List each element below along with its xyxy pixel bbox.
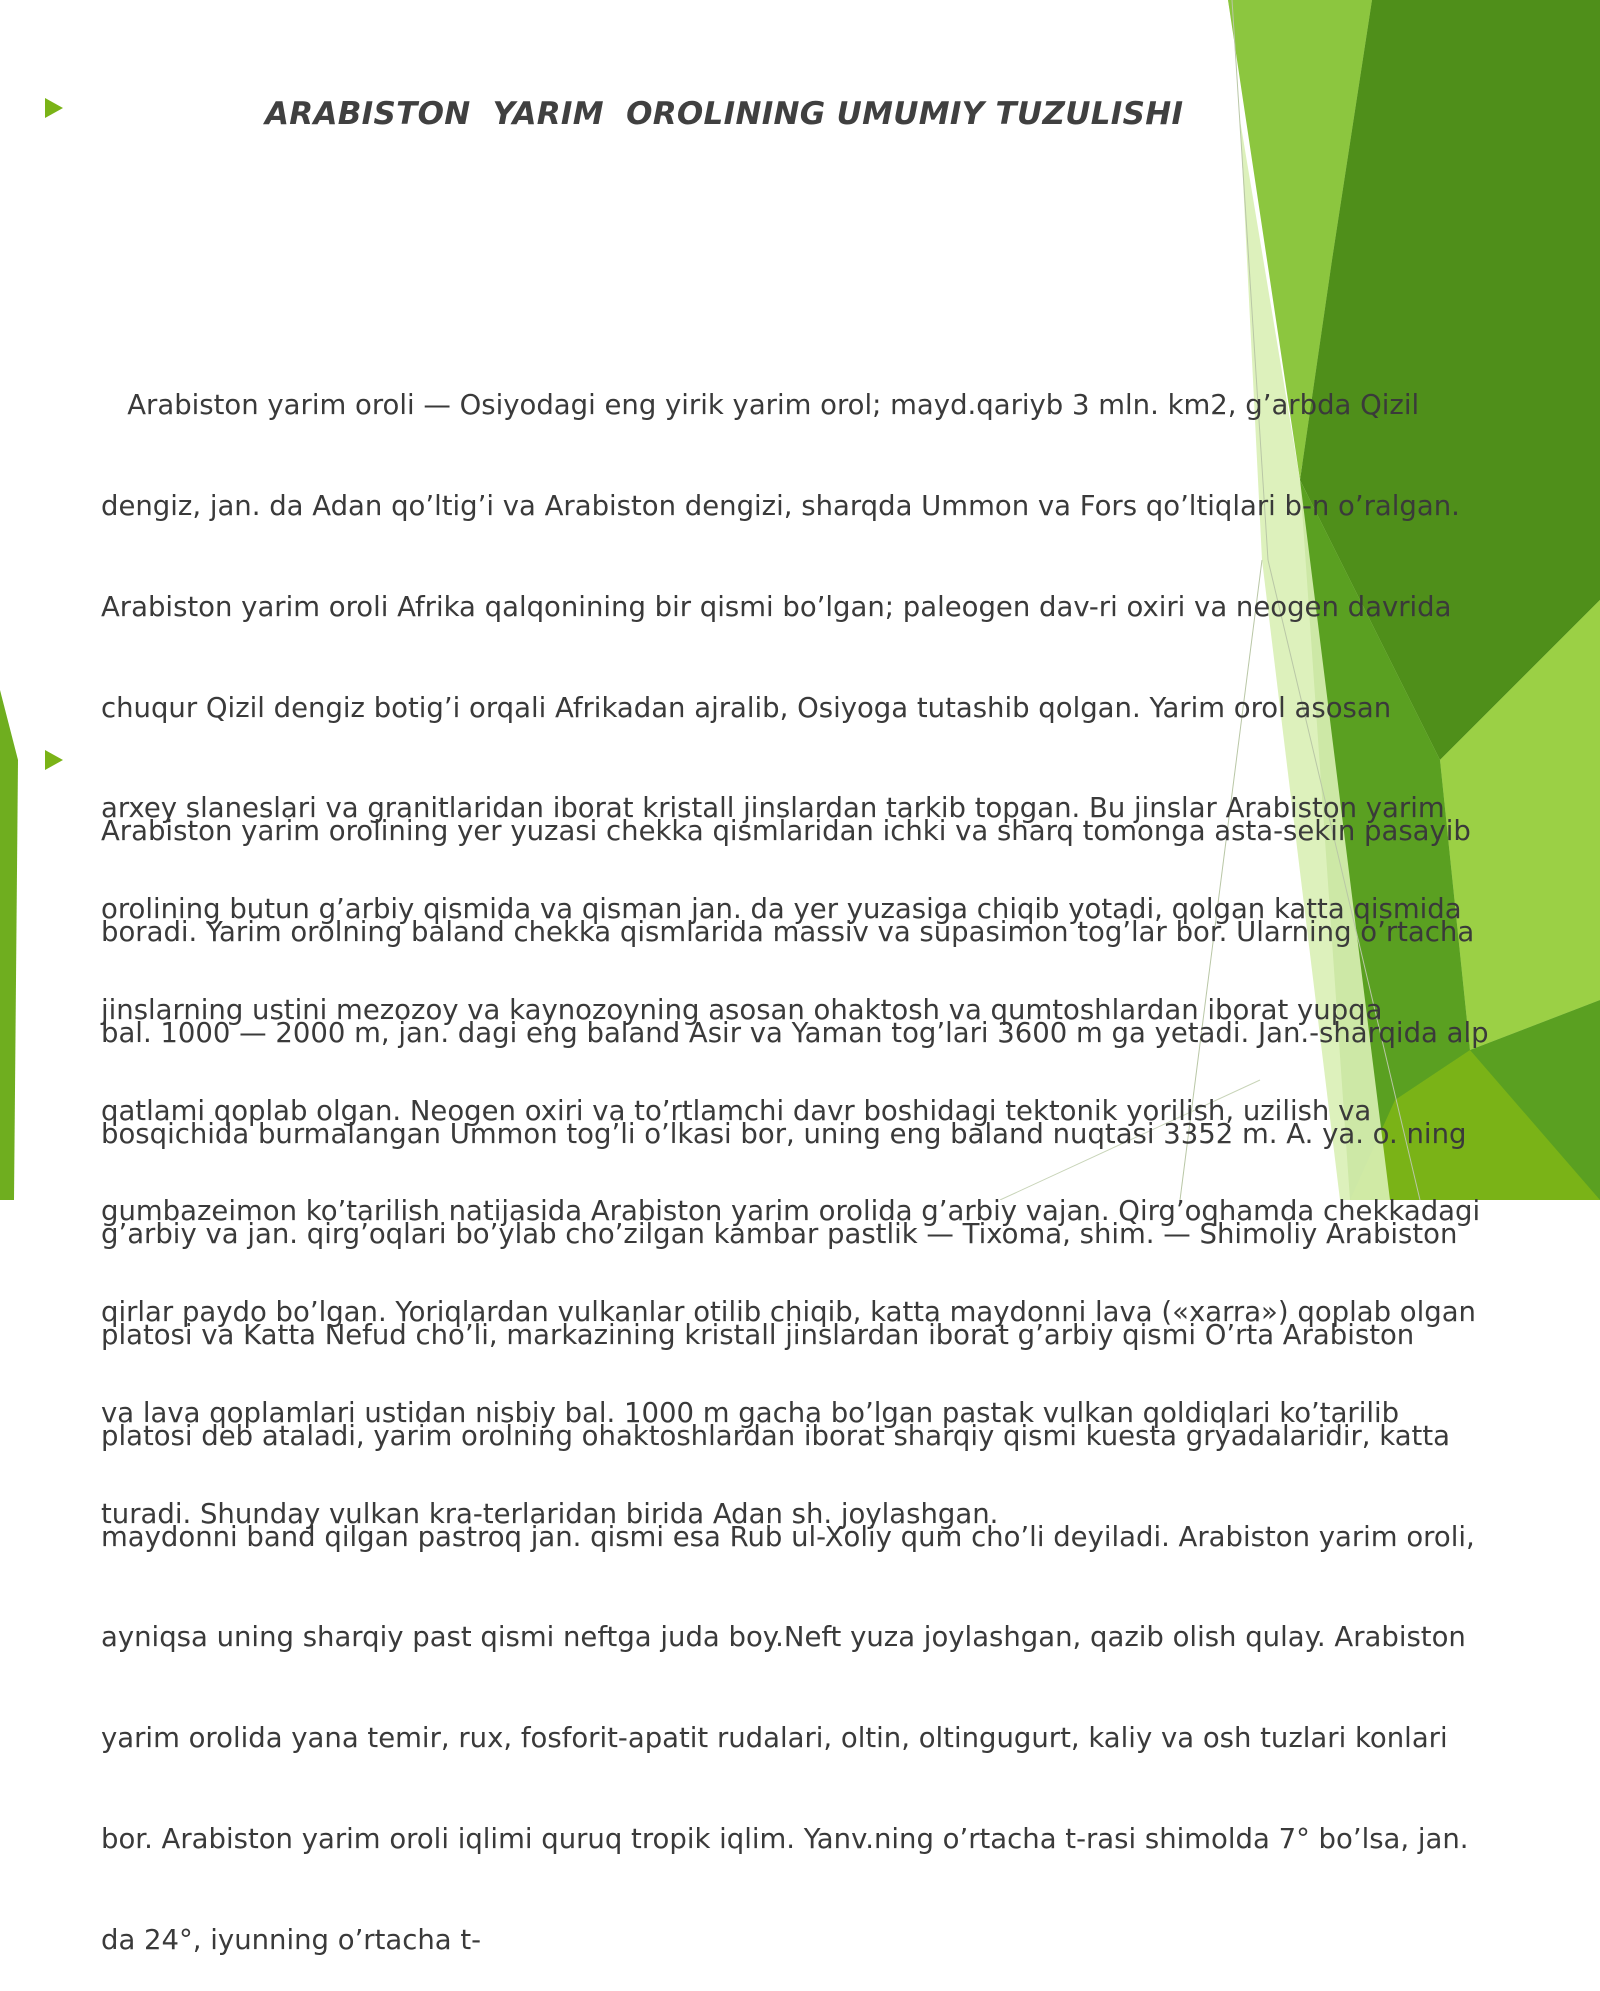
paragraph-line: g’arbiy va jan. qirg’oqlari bo’ylab cho’zilgan kambar pastlik — Tixoma, shim. — Shimoliy Arabiston (101, 1218, 1458, 1251)
paragraph-line: turadi. Shunday vulkan kra-terlaridan birida Adan sh. joylashgan. (101, 1497, 999, 1530)
paragraph-line: orolining butun g’arbiy qismida va qisman jan. da yer yuzasiga chiqib yotadi, qolgan katta qismida (101, 893, 1462, 926)
paragraph-line: Arabiston yarim oroli Afrika qalqonining bir qismi bo’lgan; paleogen dav-ri oxiri va neogen davrida (101, 590, 1452, 623)
paragraph-line: dengiz, jan. da Adan qo’ltig’i va Arabiston dengizi, sharqda Ummon va Fors qo’ltiqlari b-n o’ralgan. (101, 489, 1460, 522)
paragraph-line: bosqichida burmalangan Ummon tog’li o’lkasi bor, uning eng baland nuqtasi 3352 m. A. ya. o. ning (101, 1117, 1467, 1150)
paragraph-2 (101, 748, 1561, 1991)
paragraph-line: da 24°, iyunning o’rtacha t- (101, 1923, 482, 1956)
paragraph-line: platosi deb ataladi, yarim orolning ohaktoshlardan iborat sharqiy qismi kuesta gryadalaridir, katta (101, 1419, 1450, 1452)
left-green-shape (0, 690, 18, 1200)
slide-title: ARABISTON YARIM OROLINING UMUMIY TUZULISHI (265, 96, 1184, 132)
paragraph-line: gumbazeimon ko’tarilish natijasida Arabiston yarim orolida g’arbiy vajan. Qirg’oqhamda chekkadagi (101, 1195, 1481, 1228)
paragraph-line: Arabiston yarim orolining yer yuzasi chekka qismlaridan ichki va sharq tomonga asta-sekin pasayib (101, 815, 1471, 848)
paragraph-line: maydonni band qilgan pastroq jan. qismi esa Rub ul-Xoliy qum cho’li deyiladi. Arabiston yarim oroli, (101, 1520, 1475, 1553)
paragraph-line: Arabiston yarim oroli — Osiyodagi eng yirik yarim orol; mayd.qariyb 3 mln. km2, g’arbda Qizil (101, 389, 1420, 422)
title-bullet-icon (45, 98, 63, 118)
paragraph-line: chuqur Qizil dengiz botig’i orqali Afrikadan ajralib, Osiyoga tutashib qolgan. Yarim orol asosan (101, 691, 1392, 724)
paragraph-line: arxey slaneslari va granitlaridan iborat kristall jinslardan tarkib topgan. Bu jinslar Arabiston yarim (101, 792, 1445, 825)
paragraph-line: ayniqsa uning sharqiy past qismi neftga juda boy.Neft yuza joylashgan, qazib olish qulay. Arabiston (101, 1621, 1466, 1654)
paragraph-line: platosi va Katta Nefud cho’li, markazining kristall jinslardan iborat g’arbiy qismi O’rta Arabiston (101, 1319, 1415, 1352)
paragraph-line: va lava qoplamlari ustidan nisbiy bal. 1000 m gacha bo’lgan pastak vulkan qoldiqlari ko’tarilib (101, 1397, 1400, 1429)
paragraph-2-bullet-icon (45, 750, 63, 770)
paragraph-line: bal. 1000 — 2000 m, jan. dagi eng baland Asir va Yaman tog’lari 3600 m ga yetadi. Jan.-sharqida alp (101, 1016, 1489, 1049)
paragraph-line: qirlar paydo bo’lgan. Yoriqlardan vulkanlar otilib chiqib, katta maydonni lava («xarra») qoplab olgan (101, 1296, 1476, 1329)
paragraph-line: yarim orolida yana temir, rux, fosforit-apatit rudalari, oltin, oltingugurt, kaliy va osh tuzlari konlari (101, 1722, 1448, 1755)
paragraph-line: bor. Arabiston yarim oroli iqlimi quruq tropik iqlim. Yanv.ning o’rtacha t-rasi shimolda 7° bo’lsa, jan. (101, 1823, 1469, 1855)
paragraph-line: jinslarning ustini mezozoy va kaynozoyning asosan ohaktosh va qumtoshlardan iborat yupqa (101, 993, 1383, 1026)
paragraph-line: qatlami qoplab olgan. Neogen oxiri va to’rtlamchi davr boshidagi tektonik yorilish, uzilish va (101, 1094, 1372, 1127)
paragraph-line: boradi. Yarim orolning baland chekka qismlarida massiv va supasimon tog’lar bor. Ularning o’rtacha (101, 915, 1475, 948)
